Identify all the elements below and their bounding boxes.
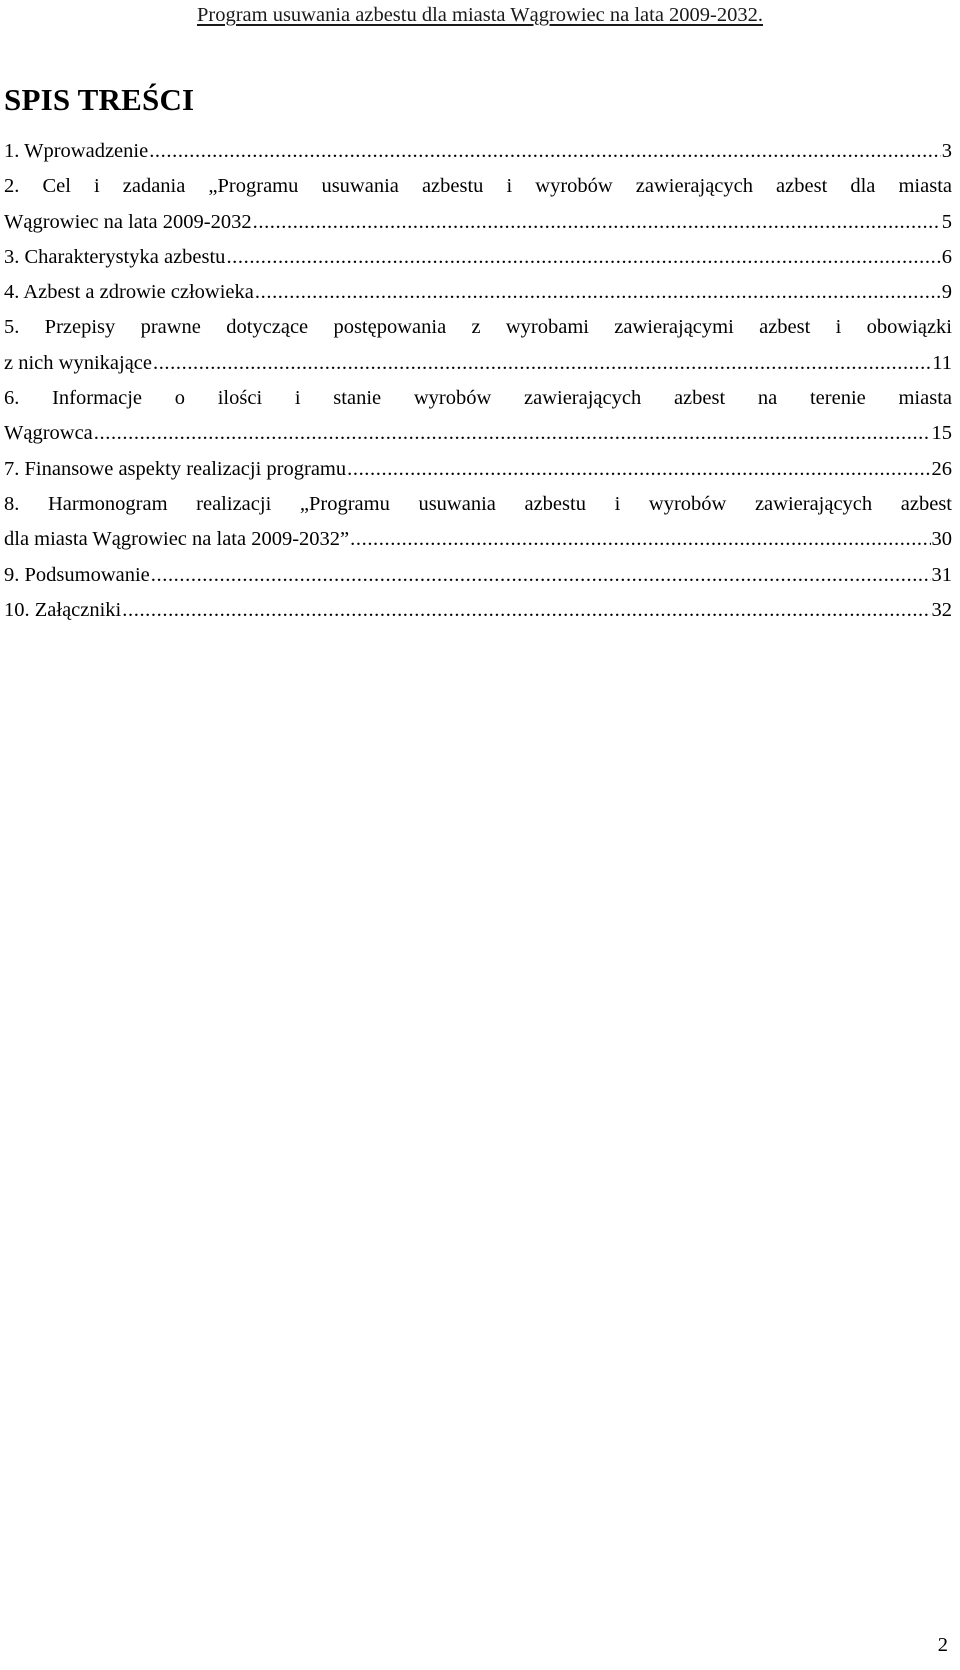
toc-entry-page: 15 [931,422,952,445]
toc-entry-text: dla miasta Wągrowiec na lata 2009-2032” [4,528,350,551]
dot-leader [94,416,931,451]
toc-entry-text: Wągrowiec na lata 2009-2032 [4,210,252,233]
toc-entry-page: 9 [941,281,952,304]
toc-entry-attachments[interactable] [4,593,952,628]
toc-entry-first-line: 8. Harmonogram realizacji „Programu usuwania azbestu i wyrobów zawierających azbest [4,492,952,515]
toc-entry-text: 4. Azbest a zdrowie człowieka [4,281,254,304]
toc-entry-text: Wągrowca [4,422,93,445]
toc-entry-text: 9. Podsumowanie [4,563,150,586]
toc-entry-page: 32 [931,598,952,621]
dot-leader [255,275,941,310]
toc-entry-page: 3 [941,140,952,162]
dot-leader [122,593,930,628]
toc-entry-summary[interactable] [4,558,952,593]
toc-entry-asbestos-characteristics[interactable] [4,240,952,275]
toc-entry-page: 11 [932,351,952,374]
table-of-contents [4,134,952,628]
toc-entry-introduction[interactable] [4,134,952,169]
dot-leader [153,346,931,381]
toc-entry-first-line: 2. Cel i zadania „Programu usuwania azbestu i wyrobów zawierających azbest dla miasta [4,175,952,198]
toc-entry-legal-regulations[interactable] [4,310,952,381]
dot-leader [350,522,930,557]
page-number: 2 [937,1634,948,1656]
toc-entry-first-line: 5. Przepisy prawne dotyczące postępowania z wyrobami zawierającymi azbest i obowiązki [4,316,952,339]
dot-leader [347,452,930,487]
toc-entry-page: 6 [941,245,952,268]
toc-entry-text: z nich wynikające [4,351,152,374]
toc-entry-schedule[interactable] [4,487,952,558]
toc-entry-text: 10. Załączniki [4,598,122,621]
dot-leader [253,205,941,240]
dot-leader [151,558,931,593]
toc-entry-page: 31 [931,563,952,586]
toc-entry-program-goals[interactable] [4,169,952,240]
running-header: Program usuwania azbestu dla miasta Wągrowiec na lata 2009-2032. [196,4,764,26]
dot-leader [149,134,941,169]
toc-entry-text: 7. Finansowe aspekty realizacji programu [4,457,347,480]
dot-leader [226,240,940,275]
toc-entry-asbestos-health[interactable] [4,275,952,310]
toc-entry-text: 3. Charakterystyka azbestu [4,245,226,268]
toc-entry-page: 26 [931,457,952,480]
toc-title: SPIS TREŚCI [4,82,195,117]
toc-entry-page: 30 [931,528,952,551]
toc-entry-text: 1. Wprowadzenie [4,140,149,162]
toc-entry-first-line: 6. Informacje o ilości i stanie wyrobów zawierających azbest na terenie miasta [4,387,952,410]
toc-entry-financial-aspects[interactable] [4,452,952,487]
toc-entry-asbestos-inventory[interactable] [4,381,952,452]
toc-entry-page: 5 [941,210,952,233]
